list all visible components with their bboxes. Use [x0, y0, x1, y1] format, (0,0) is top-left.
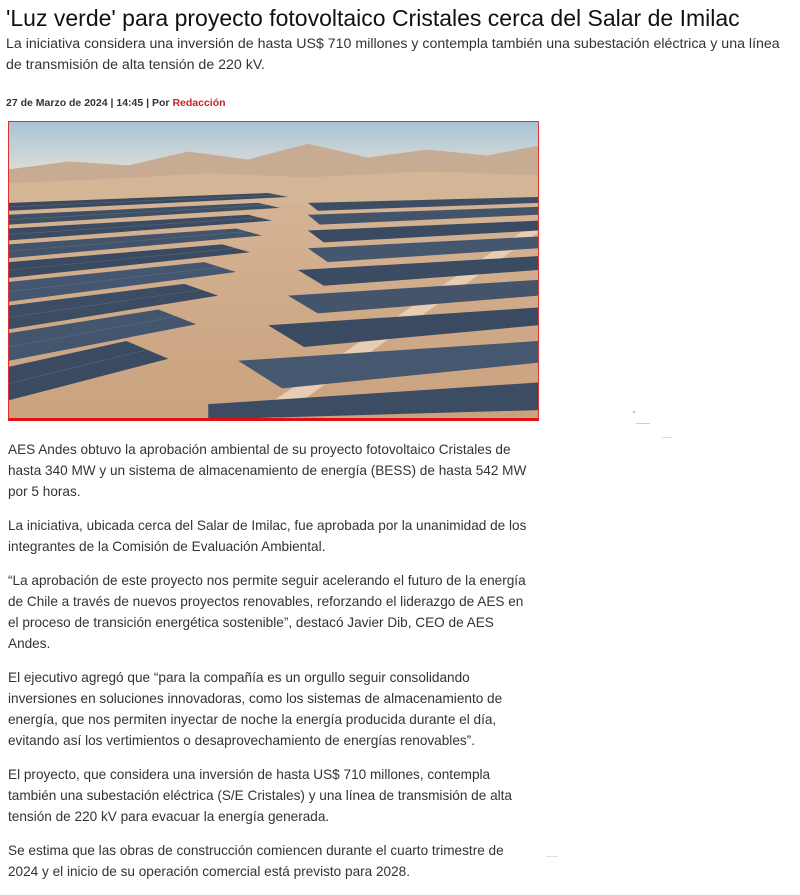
article-paragraph: El proyecto, que considera una inversión de hasta US$ 710 millones, contempla también una subestación eléctrica (S/E Cristales) y una línea de transmisión de alta tensión de 220 kV para evacuar la energía generada.: [8, 767, 512, 824]
article-meta: [6, 96, 226, 110]
meta-separator: |: [110, 97, 114, 109]
meta-separator: |: [146, 97, 150, 109]
article-paragraph: El ejecutivo agregó que “para la compañía es un orgullo seguir consolidando inversiones en soluciones innovadoras, como los sistemas de almacenamiento de energía, que nos permiten inyectar de noche la energía producida durante el día, evitando así los vertimientos o desaprovechamiento de energías renovables”.: [8, 670, 503, 748]
byline-prefix: Por: [152, 97, 170, 109]
article-paragraph: “La aprobación de este proyecto nos permite seguir acelerando el futuro de la energía de Chile a través de nuevos proyectos renovables, reforzando el liderazgo de AES en el proceso de transición energética sostenible”, destacó Javier Dib, CEO de AES Andes.: [8, 573, 526, 651]
article-paragraph: Se estima que las obras de construcción comiencen durante el cuarto trimestre de 2024 y el inicio de su operación comercial está previsto para 2028.: [8, 843, 504, 879]
stray-dot: [633, 411, 635, 413]
article-photo: [8, 121, 539, 421]
stray-mark: [546, 856, 558, 857]
article-body: [8, 439, 536, 895]
author-link[interactable]: Redacción: [172, 97, 226, 109]
article-paragraph: La iniciativa, ubicada cerca del Salar de Imilac, fue aprobada por la unanimidad de los integrantes de la Comisión de Evaluación Ambiental.: [8, 518, 527, 554]
publish-time: 14:45: [116, 97, 144, 109]
article-subtitle: La iniciativa considera una inversión de hasta US$ 710 millones y contempla también una subestación eléctrica y una línea de transmisión de alta tensión de 220 kV.: [6, 36, 780, 73]
publish-date: 27 de Marzo de 2024: [6, 97, 108, 109]
stray-mark: [662, 437, 672, 438]
article-headline: 'Luz verde' para proyecto fotovoltaico Cristales cerca del Salar de Imilac: [6, 5, 740, 31]
article-paragraph: AES Andes obtuvo la aprobación ambiental de su proyecto fotovoltaico Cristales de hasta 340 MW y un sistema de almacenamiento de energía (BESS) de hasta 542 MW por 5 horas.: [8, 442, 527, 499]
stray-mark: [636, 423, 650, 424]
